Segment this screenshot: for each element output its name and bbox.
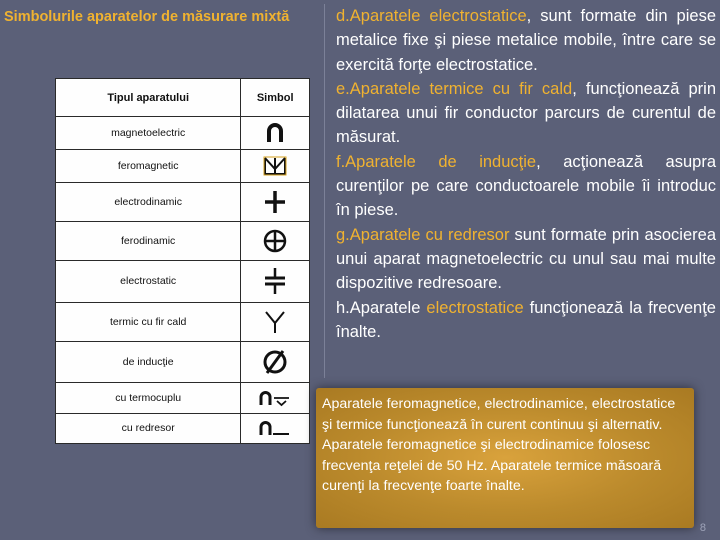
paragraph-g-text: sunt formate prin asocierea unui aparat magnetoelectric cu unul sau mai multe dispozitive redresoare.	[336, 225, 716, 293]
termic-symbol-icon	[241, 302, 310, 341]
table-row	[56, 117, 310, 150]
table-header-row	[56, 79, 310, 117]
paragraph-f	[336, 150, 716, 223]
paragraph-g-highlight: g.Aparatele cu redresor	[336, 225, 510, 244]
electrostatic-symbol-icon	[241, 261, 310, 303]
table-row	[56, 341, 310, 383]
paragraph-d-text: , sunt formate din piese metalice fixe şi piese metalice mobile, între care se exercită forţe electrostatice.	[336, 7, 716, 74]
row-name: cu termocuplu	[56, 383, 241, 413]
divider-line	[324, 4, 325, 378]
table-row	[56, 302, 310, 341]
row-name: termic cu fir cald	[56, 302, 241, 341]
paragraph-f-text: , acţionează asupra curenţilor pe care conductoarele mobile îi introduc în piese.	[336, 152, 716, 220]
row-name: ferodinamic	[56, 222, 241, 261]
inductie-symbol-icon	[241, 341, 310, 383]
termocuplu-symbol-icon	[241, 383, 310, 413]
description-text	[336, 4, 716, 344]
row-name: de inducţie	[56, 341, 241, 383]
symbol-table-image	[55, 78, 310, 444]
table-row	[56, 383, 310, 413]
paragraph-d	[336, 4, 716, 77]
table-row	[56, 261, 310, 303]
paragraph-f-highlight: f.Aparatele de inducţie	[336, 152, 537, 171]
row-name: electrodinamic	[56, 183, 241, 222]
table-row	[56, 150, 310, 183]
row-name: magnetoelectric	[56, 117, 241, 150]
paragraph-h-text: funcţionează la frecvenţe înalte.	[336, 298, 716, 341]
table-row	[56, 413, 310, 443]
paragraph-h-highlight: electrostatice	[426, 298, 524, 317]
electrodinamic-symbol-icon	[241, 183, 310, 222]
paragraph-g	[336, 223, 716, 296]
page-number: 8	[699, 522, 706, 534]
symbol-table	[55, 78, 310, 444]
slide-title: Simbolurile aparatelor de măsurare mixtă	[4, 9, 290, 25]
row-name: feromagnetic	[56, 150, 241, 183]
paragraph-d-highlight: d.Aparatele electrostatice	[336, 7, 527, 25]
paragraph-e-text: , funcţionează prin dilatarea unui fir conductor parcurs de curentul de măsurat.	[336, 79, 717, 147]
row-name: electrostatic	[56, 261, 241, 303]
summary-box	[316, 388, 694, 528]
paragraph-h	[336, 296, 716, 345]
row-name: cu redresor	[56, 413, 241, 443]
redresor-symbol-icon	[241, 413, 310, 443]
header-symbol: Simbol	[241, 79, 310, 117]
table-row	[56, 183, 310, 222]
summary-text: Aparatele feromagnetice, electrodinamice, electrostatice şi termice funcţionează în curent continuu şi alternativ. Aparatele feromagnetice şi electrodinamice folosesc frecvenţa reţelei de 50 Hz. Aparatele termice măsoară curenţi la frecvenţe foarte înalte.	[322, 396, 676, 494]
ferodinamic-symbol-icon	[241, 222, 310, 261]
paragraph-e-highlight: e.Aparatele termice cu fir cald	[336, 79, 573, 98]
paragraph-e	[336, 77, 716, 150]
table-row	[56, 222, 310, 261]
paragraph-h-prefix: h.Aparatele	[336, 298, 427, 317]
feromagnetic-symbol-icon	[241, 150, 310, 183]
header-type: Tipul aparatului	[56, 79, 241, 117]
magnetoelectric-symbol-icon	[241, 117, 310, 150]
